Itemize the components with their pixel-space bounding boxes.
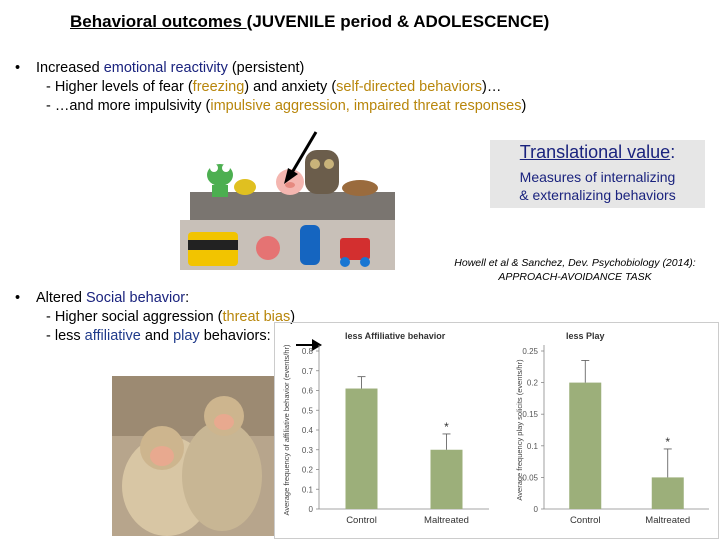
bar-charts [274,322,719,539]
title-rest: (JUVENILE period & ADOLESCENCE) [246,12,550,31]
x-tick-label: Maltreated [424,515,469,526]
bar-maltreated [652,477,684,509]
b2-sub2-mid: and [140,328,174,344]
monkeys-photo [112,376,274,536]
title-underlined: Behavioral outcomes [70,12,247,31]
x-tick-label: Control [569,515,601,526]
y-tick-label: 0.25 [522,347,538,356]
y-tick-label: 0.6 [301,386,313,396]
bullet-1-sub-2 [46,96,526,116]
y-tick-label: 0 [533,505,538,514]
bullet-1 [36,58,304,78]
significance-marker: * [665,434,671,449]
y-tick-label: 0.8 [301,347,313,356]
bullet-1-sub-1 [46,77,501,97]
y-tick-label: 0.5 [301,406,313,416]
y-tick-label: 0.3 [301,445,313,455]
arrow-icon [280,128,320,186]
b2-sub2-a: - less [46,328,85,344]
y-tick-label: 0.1 [526,441,538,451]
y-tick-label: 0.2 [526,378,538,388]
y-axis-label: Average frequency of affiliative behavior (events/hr) [282,344,291,516]
bullet-2-suffix: : [185,290,190,306]
freezing-text: freezing [192,79,245,95]
sub2-a: - …and more impulsivity ( [46,98,211,114]
social-behavior: Social behavior [85,290,186,306]
y-tick-label: 0.7 [301,366,313,376]
sub1-c: )… [482,79,502,95]
bullet-2 [36,288,189,308]
panel-subtitle [490,168,705,204]
bar-maltreated [431,450,463,509]
affiliative-text: affiliative [84,328,141,344]
sub1-b: ) and anxiety ( [244,79,337,95]
citation [430,256,720,284]
bar-control [346,389,378,509]
bullet-2-sub-2 [46,326,271,346]
y-tick-label: 0.15 [522,410,538,420]
slide-title [70,12,549,32]
x-tick-label: Maltreated [645,515,691,526]
translational-value-panel [490,140,705,208]
b2-sub1-a: - Higher social aggression ( [46,309,223,325]
x-tick-label: Control [346,515,377,526]
bullet-2-prefix: Altered [36,290,86,306]
citation-line-1: Howell et al & Sanchez, Dev. Psychobiology (2014): [454,257,696,269]
bar-control [569,383,601,509]
y-tick-label: 0.2 [301,465,313,475]
chart-title: less Affiliative behavior [345,331,446,341]
b2-sub2-b: behaviors: [199,328,271,344]
y-tick-label: 0 [308,505,313,514]
bullet-2-marker: • [15,290,21,306]
bullet-1-prefix: Increased [36,60,104,76]
panel-sub-line-2: & externalizing behaviors [519,187,676,203]
significance-marker: * [444,419,449,434]
b2-sub1-b: ) [290,309,296,325]
bullet-1-suffix: (persistent) [227,60,305,76]
chart-title: less Play [566,331,605,341]
bullet-2-sub-1 [46,307,295,327]
panel-sub-line-1: Measures of internalizing [519,169,676,185]
bullet-1-marker: • [15,60,21,76]
sub1-a: - Higher levels of fear ( [46,79,193,95]
y-tick-label: 0.05 [522,473,538,483]
citation-line-2: APPROACH-AVOIDANCE TASK [498,271,652,283]
panel-title-colon: : [670,142,676,162]
threat-bias-text: threat bias [222,309,291,325]
y-tick-label: 0.4 [301,426,313,435]
impulsive-text: impulsive aggression, impaired threat responses [210,98,522,114]
play-text: play [173,328,200,344]
y-tick-label: 0.1 [301,485,313,495]
emotional-reactivity: emotional reactivity [103,60,228,76]
y-axis-label: Average frequency play solicits (events/hr) [515,359,524,501]
panel-title [490,142,705,163]
panel-title-main: Translational value [519,142,671,162]
self-directed-text: self-directed behaviors [336,79,483,95]
sub2-b: ) [521,98,527,114]
